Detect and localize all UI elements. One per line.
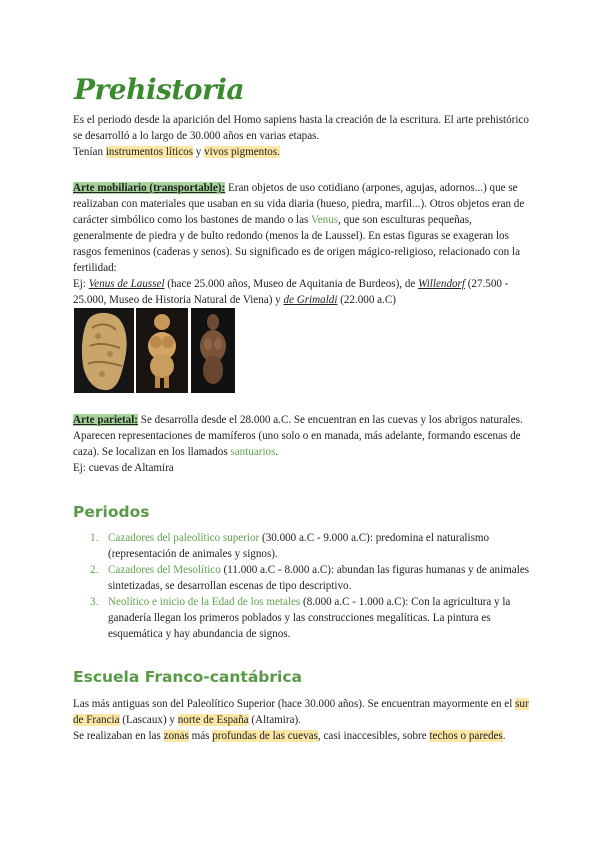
grimaldi-text: (22.000 a.C) [337,294,396,306]
highlight-norte-espana: norte de España [177,714,249,726]
venus-grimaldi-image [191,308,235,393]
parietal-paragraph [73,412,533,476]
parietal-text-2: . [275,446,279,458]
venus-laussel-link[interactable]: Venus de Laussel [88,278,165,290]
escuela-section [73,696,533,744]
period-text: (11.000 a.C - 8.000 a.C): abundan las figuras humanas y de animales sintetizadas, se desarrollan escenas de tipo descriptivo. [108,564,530,592]
arte-parietal-section [73,412,533,476]
list-number: 1. [90,532,99,544]
intro-text-2: Tenían [73,146,106,158]
mobiliario-text-1: Eran objetos de uso cotidiano (arpones, agujas, adornos...) que se realizaban con materiales que usaban en su vida diaria (hueso, piedra, marfil...). Otros objetos eran de carácter simbólico como los bastones de mando o las [73,182,525,226]
intro-conjunction: y [193,146,205,158]
venus-willendorf-image [136,308,188,393]
list-item [73,530,533,562]
escuela-text-4: Se realizaban en las [73,730,164,742]
santuarios-term: santuarios [230,446,276,458]
highlight-profundas: profundas de las cuevas [212,730,318,742]
venus-term: Venus [310,214,339,226]
page-title: Prehistoria [74,73,245,106]
mobiliario-text-2: , que son esculturas pequeñas, generalmente de piedra y de bulto redondo (menos la de Laussel). En estas figuras se exageran los rasgos femeninos (caderas y senos). Su significado es de origen mágico-religioso, relacionado con la fertilidad: [73,214,521,274]
highlight-instrumentos: instrumentos líticos [105,146,194,158]
venus-laussel-image [74,308,134,393]
periodos-heading: Periodos [73,503,150,521]
escuela-text-2: (Lascaux) y [119,714,178,726]
willendorf-link[interactable]: Willendorf [418,278,465,290]
period-text: (8.000 a.C - 1.000 a.C): Con la agricultura y la ganadería llegan los primeros poblados y las construcciones megalíticas. La pintura es esquemática y hay abundancia de signos. [108,596,511,640]
highlight-sur-francia: sur de Francia [73,698,529,726]
list-number: 2. [90,564,99,576]
parietal-example: Ej: cuevas de Altamira [73,462,174,474]
intro-section [73,112,533,160]
intro-text: Es el periodo desde la aparición del Homo sapiens hasta la creación de la escritura. El arte prehistórico se desarrolló a lo largo de 30.000 años en varias etapas. [73,114,529,142]
intro-paragraph [73,112,533,160]
escuela-text-5: más [188,730,213,742]
escuela-text-1: Las más antiguas son del Paleolítico Superior (hace 30.000 años). Se encuentran mayormente en el [73,698,516,710]
escuela-text-7: . [502,730,506,742]
period-name: Neolítico e inicio de la Edad de los metales [108,596,301,608]
highlight-techos-paredes: techos o paredes [429,730,503,742]
periodos-list-wrap [73,530,533,642]
example-prefix: Ej: [73,278,89,290]
parietal-text-1: Se desarrolla desde el 28.000 a.C. Se encuentran en las cuevas y los abrigos naturales. Aparecen representaciones de mamíferos (uno solo o en manada, más adelante, formando escenas de caza). Se localizan en los llamados [73,414,523,458]
period-name: Cazadores del paleolítico superior [108,532,260,544]
list-item [73,594,533,642]
willendorf-text: (27.500 - 25.000, Museo de Historia Natural de Viena) y [73,278,509,306]
escuela-text-3: (Altamira). [248,714,301,726]
arte-mobiliario-section [73,180,533,308]
period-name: Cazadores del Mesolítico [108,564,221,576]
grimaldi-link[interactable]: de Grimaldi [283,294,338,306]
parietal-label: Arte parietal: [73,414,138,426]
escuela-heading: Escuela Franco-cantábrica [73,668,302,686]
laussel-text: (hace 25.000 años, Museo de Aquitania de Burdeos), de [164,278,419,290]
escuela-text-6: , casi inaccesibles, sobre [317,730,430,742]
venus-images [74,308,244,393]
period-text: (30.000 a.C - 9.000 a.C): predomina el naturalismo (representación de animales y signos). [108,532,490,560]
list-number: 3. [90,596,99,608]
mobiliario-paragraph [73,180,533,308]
escuela-paragraph [73,696,533,744]
highlight-pigmentos: vivos pigmentos. [204,146,280,158]
mobiliario-label: Arte mobiliario (transportable): [73,182,226,194]
list-item [73,562,533,594]
highlight-zonas: zonas [163,730,189,742]
periodos-list [73,530,533,642]
